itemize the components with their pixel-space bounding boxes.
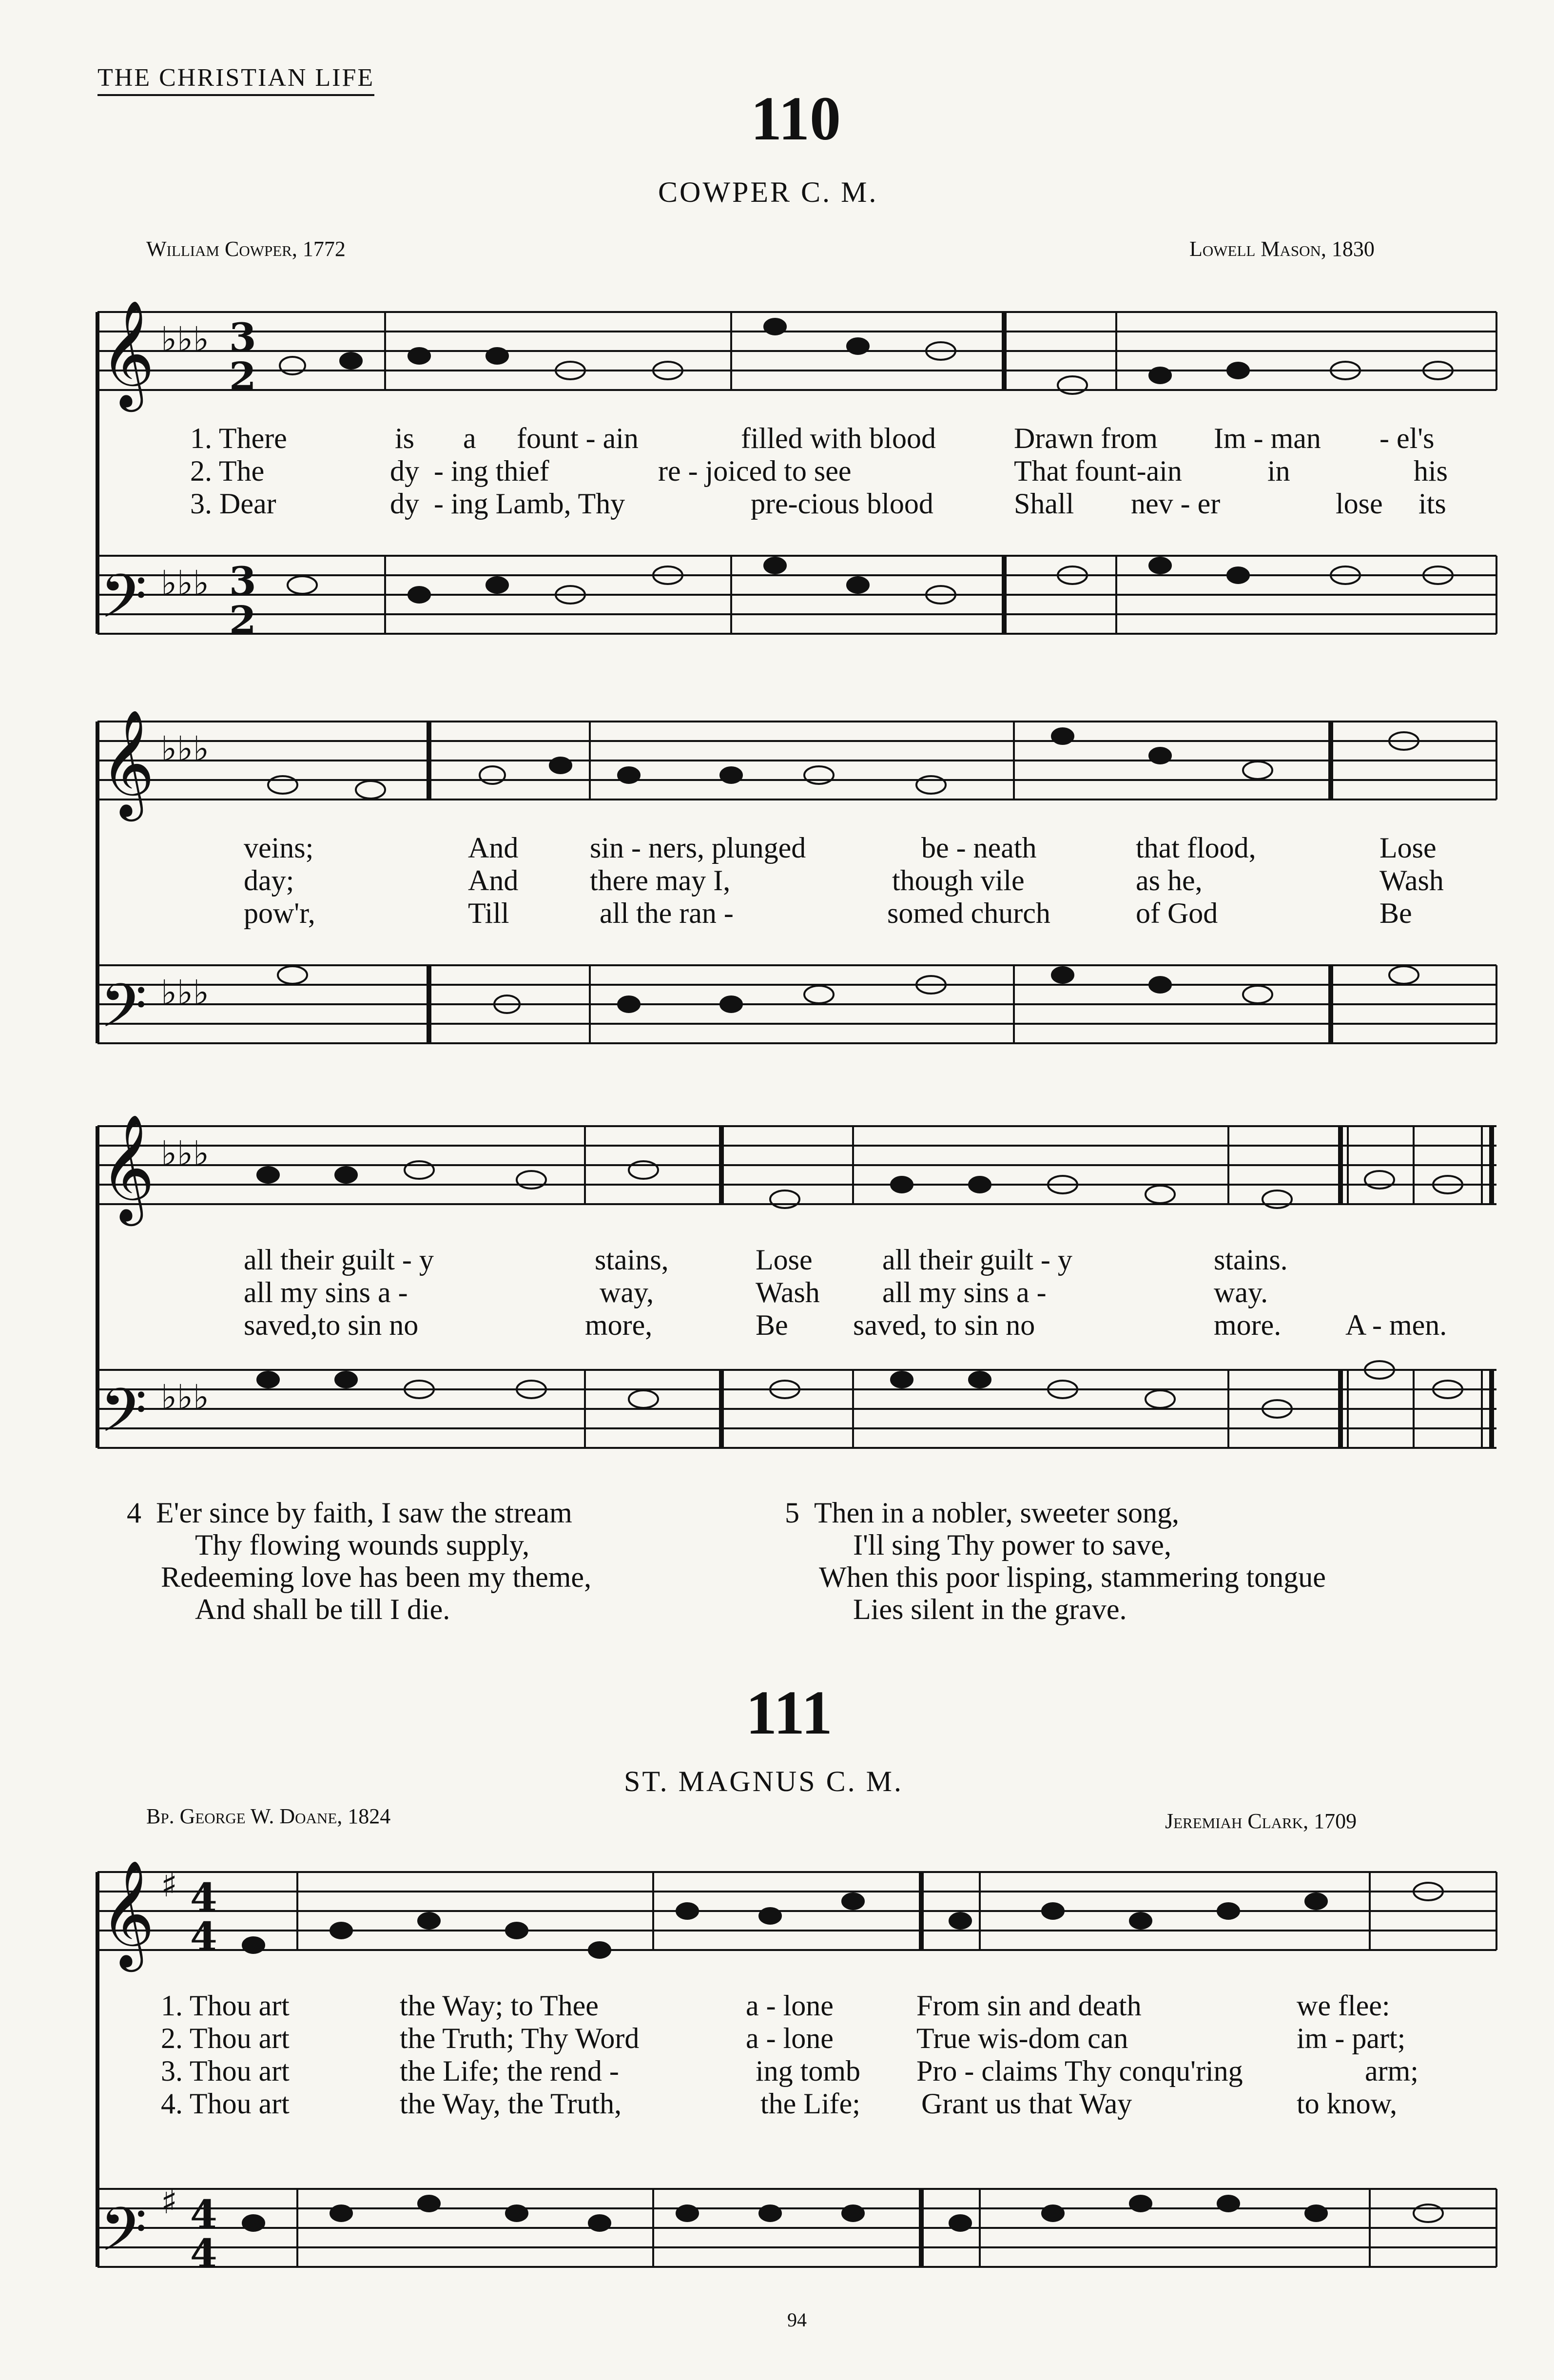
lyric: That fount-ain [1014, 455, 1182, 487]
lyric: the Way; to Thee [400, 1990, 599, 2022]
hymn-110-tune: COWPER C. M. [658, 176, 878, 208]
lyric: 2. Thou art [161, 2022, 290, 2054]
lyric: And [468, 832, 519, 864]
svg-text:♭♭♭: ♭♭♭ [161, 1133, 210, 1173]
lyric: pow'r, [244, 897, 315, 929]
svg-text:𝄞: 𝄞 [100, 1859, 155, 1967]
svg-text:𝄞: 𝄞 [100, 709, 155, 817]
lyric: - el's [1379, 422, 1435, 454]
lyric: im - part; [1297, 2022, 1406, 2054]
svg-text:♭♭♭: ♭♭♭ [161, 319, 210, 359]
stanza-line: When this poor lisping, stammering tongue [819, 1561, 1326, 1593]
lyric: 1. There [190, 422, 287, 454]
hymn-111-tune: ST. MAGNUS C. M. [624, 1765, 903, 1797]
lyric: Till [468, 897, 509, 929]
svg-text:♭♭♭: ♭♭♭ [161, 563, 210, 603]
stanza-line: I'll sing Thy power to save, [853, 1529, 1171, 1561]
lyric: the Truth; Thy Word [400, 2022, 640, 2054]
lyric: 2. The [190, 455, 265, 487]
svg-text:4: 4 [190, 1913, 217, 1959]
stanza-number: 5 [785, 1497, 799, 1529]
lyric: Grant us that Way [921, 2087, 1132, 2120]
svg-text:𝄢: 𝄢 [100, 2195, 147, 2280]
lyric: the Way, the Truth, [400, 2087, 622, 2120]
lyric: pre-cious blood [751, 488, 933, 520]
lyric: ing tomb [756, 2055, 861, 2087]
hymn-111-music-credit: Jeremiah Clark, 1709 [1165, 1809, 1357, 1833]
svg-text:4: 4 [190, 2191, 217, 2237]
stanza-line: Then in a nobler, sweeter song, [814, 1497, 1180, 1529]
hymn-110-music-credit: Lowell Mason, 1830 [1189, 237, 1375, 261]
lyric: a - lone [746, 1990, 834, 2022]
svg-text:2: 2 [229, 353, 256, 399]
lyric: the Life; the rend - [400, 2055, 619, 2087]
lyric: a [463, 422, 476, 454]
lyric: be - neath [921, 832, 1037, 864]
hymn-110-number: 110 [751, 84, 841, 153]
lyric: - ing thief [434, 455, 549, 487]
stanza-line: And shall be till I die. [195, 1593, 450, 1625]
lyric: a - lone [746, 2022, 834, 2054]
lyric: 4. Thou art [161, 2087, 290, 2120]
lyric: somed church [887, 897, 1050, 929]
lyric: day; [244, 864, 294, 897]
hymn-111-number: 111 [746, 1678, 833, 1747]
lyric: all their guilt - y [244, 1244, 434, 1276]
lyric: Pro - claims Thy conqu'ring [916, 2055, 1243, 2087]
svg-text:𝄞: 𝄞 [100, 299, 155, 407]
lyric: Wash [1379, 864, 1444, 897]
lyric: And [468, 864, 519, 897]
lyric: all my sins a - [882, 1276, 1047, 1308]
lyric: stains. [1214, 1244, 1288, 1276]
lyric: way, [600, 1276, 654, 1308]
lyric: there may I, [590, 864, 731, 897]
lyric: - ing Lamb, Thy [434, 488, 625, 520]
lyric: nev - er [1131, 488, 1221, 520]
hymn-110-words-credit: William Cowper, 1772 [146, 237, 346, 261]
lyric: we flee: [1297, 1990, 1390, 2022]
svg-text:𝄢: 𝄢 [100, 562, 147, 646]
lyric: more, [585, 1309, 653, 1341]
lyric: in [1267, 455, 1290, 487]
page-number: 94 [787, 2309, 807, 2331]
lyric: veins; [244, 832, 314, 864]
lyric: more. [1214, 1309, 1282, 1341]
svg-text:♭♭♭: ♭♭♭ [161, 729, 210, 769]
lyric: dy [390, 455, 419, 487]
lyric: saved,to sin no [244, 1309, 419, 1341]
lyric: filled with blood [741, 422, 936, 454]
hymn-110-stanza-5 [785, 1497, 1326, 1625]
lyric: to know, [1297, 2087, 1398, 2120]
svg-text:2: 2 [229, 597, 256, 643]
lyric: all their guilt - y [882, 1244, 1072, 1276]
lyric: Be [756, 1309, 788, 1341]
lyric: its [1418, 488, 1446, 520]
lyric: is [395, 422, 415, 454]
lyric: dy [390, 488, 419, 520]
lyric: the Life; [760, 2087, 860, 2120]
svg-text:♭♭♭: ♭♭♭ [161, 973, 210, 1013]
lyric: fount - ain [517, 422, 639, 454]
lyric: 3. Thou art [161, 2055, 290, 2087]
lyric: Lose [1379, 832, 1437, 864]
lyric: Wash [756, 1276, 820, 1308]
stanza-line: Redeeming love has been my theme, [161, 1561, 592, 1593]
svg-text:𝄢: 𝄢 [100, 1376, 147, 1461]
lyric: re - joiced to see [658, 455, 852, 487]
lyric: saved, to sin no [853, 1309, 1035, 1341]
svg-text:𝄢: 𝄢 [100, 971, 147, 1056]
lyric: his [1414, 455, 1448, 487]
lyric: Lose [756, 1244, 813, 1276]
svg-text:♭♭♭: ♭♭♭ [161, 1377, 210, 1417]
svg-text:♯: ♯ [161, 1865, 177, 1905]
lyric: way. [1214, 1276, 1268, 1308]
lyric: Be [1379, 897, 1412, 929]
lyric: A - men. [1345, 1309, 1447, 1341]
lyric: all my sins a - [244, 1276, 408, 1308]
lyric: 1. Thou art [161, 1990, 290, 2022]
lyric: sin - ners, plunged [590, 832, 806, 864]
lyric: lose [1336, 488, 1383, 520]
lyric: of God [1136, 897, 1218, 929]
lyric: all the ran - [600, 897, 734, 929]
lyric: True wis-dom can [916, 2022, 1128, 2054]
svg-text:3: 3 [229, 314, 256, 360]
stanza-number: 4 [127, 1497, 141, 1529]
hymn-111-words-credit: Bp. George W. Doane, 1824 [146, 1804, 391, 1828]
lyric: arm; [1365, 2055, 1418, 2087]
hymn-110-stanza-4 [127, 1497, 591, 1625]
lyric: From sin and death [916, 1990, 1142, 2022]
lyric: stains, [595, 1244, 669, 1276]
lyric: that flood, [1136, 832, 1256, 864]
lyric: 3. Dear [190, 488, 276, 520]
lyric: as he, [1136, 864, 1203, 897]
svg-text:𝄞: 𝄞 [100, 1113, 155, 1221]
svg-text:3: 3 [229, 558, 256, 604]
stanza-line: Thy flowing wounds supply, [195, 1529, 530, 1561]
svg-text:4: 4 [190, 1874, 217, 1920]
svg-text:♯: ♯ [161, 2182, 177, 2222]
hymn-110-system-2-music [0, 702, 1554, 1073]
stanza-line: Lies silent in the grave. [853, 1593, 1127, 1625]
lyric: Shall [1014, 488, 1074, 520]
lyric: Im - man [1214, 422, 1321, 454]
section-heading: THE CHRISTIAN LIFE [97, 63, 374, 96]
lyric: Drawn from [1014, 422, 1158, 454]
lyric: though vile [892, 864, 1025, 897]
svg-text:4: 4 [190, 2230, 217, 2276]
stanza-line: E'er since by faith, I saw the stream [156, 1497, 572, 1529]
